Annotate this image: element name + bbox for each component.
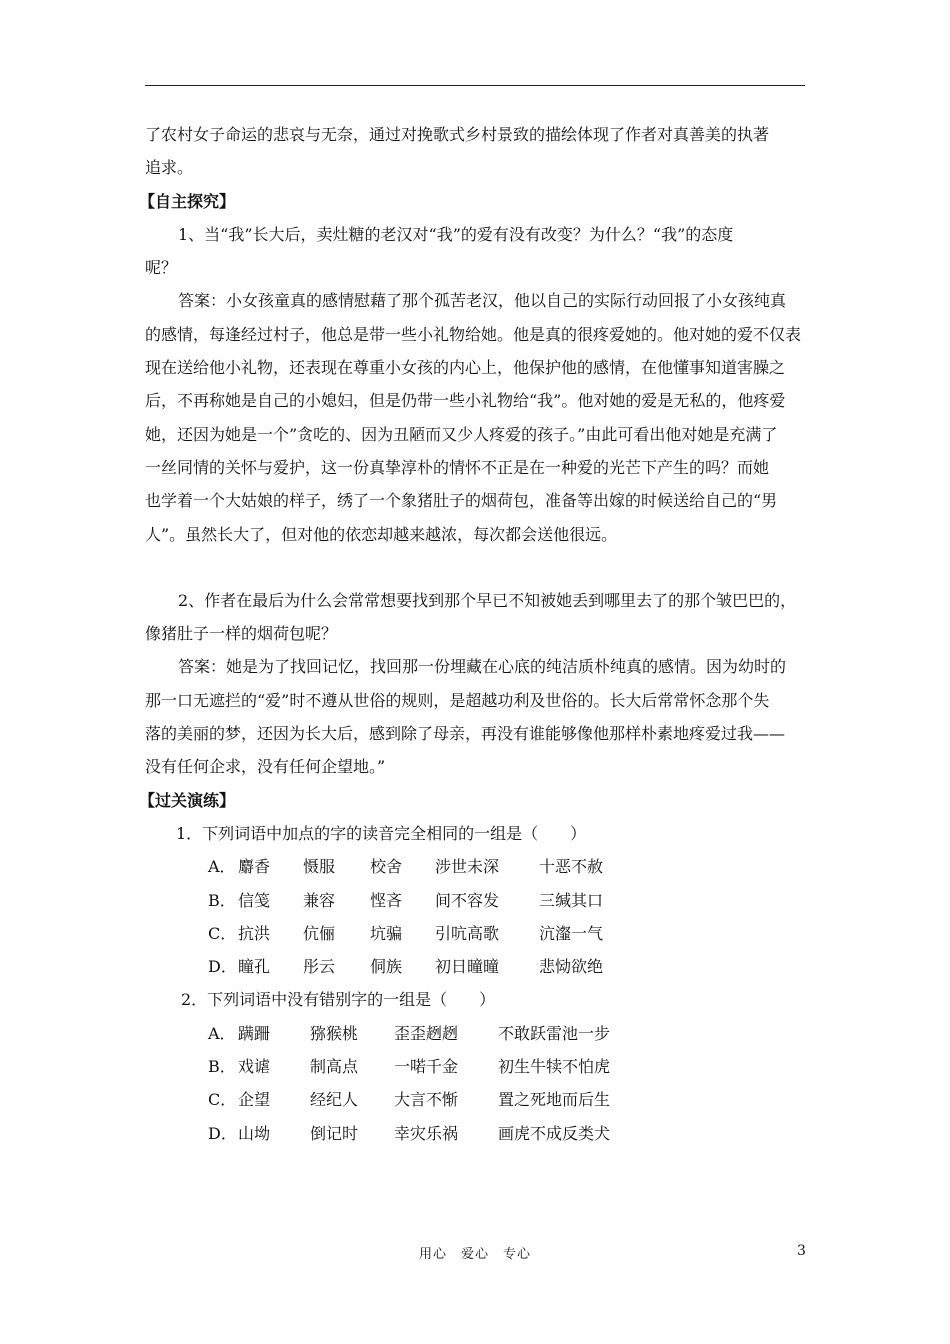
page-footer bbox=[0, 1243, 950, 1263]
exercise-1-option-a bbox=[208, 850, 807, 883]
exercise-1-option-c bbox=[208, 917, 807, 950]
option-word: 慑服 bbox=[303, 857, 336, 877]
exercise-1-stem: 1．下列词语中加点的字的读音完全相同的一组是（ ） bbox=[176, 823, 587, 843]
answer-2-line: 答案：她是为了找回记忆，找回那一份埋藏在心底的纯洁质朴纯真的感情。因为幼时的 bbox=[178, 657, 787, 677]
option-letter: D． bbox=[208, 1123, 237, 1143]
option-word: 企望 bbox=[238, 1090, 271, 1110]
option-word: 彤云 bbox=[303, 957, 336, 977]
option-word: 抗洪 bbox=[238, 923, 271, 943]
exercise-2-option-d bbox=[208, 1117, 807, 1150]
answer-1-line: 人”。虽然长大了，但对他的依恋却越来越浓，每次都会送他很远。 bbox=[145, 524, 618, 544]
exercise-1-option-b bbox=[208, 884, 807, 917]
answer-1-line: 也学着一个大姑娘的样子，绣了一个象猪肚子的烟荷包，准备等出嫁的时候送给自己的“男 bbox=[145, 491, 778, 511]
option-word: 幸灾乐祸 bbox=[394, 1123, 459, 1143]
option-word: 猕猴桃 bbox=[310, 1023, 359, 1043]
option-word: 大言不惭 bbox=[394, 1090, 459, 1110]
exercise-1-option-d bbox=[208, 950, 807, 983]
question-1-text: 呢？ bbox=[145, 258, 178, 278]
option-word: 制高点 bbox=[310, 1057, 359, 1077]
option-word: 麝香 bbox=[238, 857, 271, 877]
page-number: 3 bbox=[797, 1243, 806, 1259]
option-word: 画虎不成反类犬 bbox=[498, 1123, 611, 1143]
answer-2-line: 没有任何企求，没有任何企望地。” bbox=[145, 757, 386, 777]
option-word: 侗族 bbox=[370, 957, 403, 977]
option-word: 瞳孔 bbox=[238, 957, 271, 977]
blank-line bbox=[145, 551, 807, 584]
question-2-text: 像猪肚子一样的烟荷包呢？ bbox=[145, 624, 338, 644]
exercise-2-option-b bbox=[208, 1050, 807, 1083]
option-letter: A． bbox=[208, 857, 236, 877]
option-word: 戏谑 bbox=[238, 1057, 271, 1077]
option-letter: C． bbox=[208, 1090, 237, 1110]
option-word: 涉世未深 bbox=[435, 857, 500, 877]
option-word: 沆瀣一气 bbox=[539, 923, 604, 943]
answer-1-line: 答案：小女孩童真的感情慰藉了那个孤苦老汉，他以自己的实际行动回报了小女孩纯真 bbox=[178, 291, 787, 311]
option-letter: D． bbox=[208, 957, 237, 977]
option-word: 不敢跃雷池一步 bbox=[498, 1023, 611, 1043]
exercise-2-option-c bbox=[208, 1083, 807, 1116]
option-letter: B． bbox=[208, 1057, 236, 1077]
option-word: 蹒跚 bbox=[238, 1023, 271, 1043]
answer-2-line: 落的美丽的梦，还因为长大后，感到除了母亲，再没有谁能够像他那样朴素地疼爱过我—— bbox=[145, 724, 786, 744]
option-word: 置之死地而后生 bbox=[498, 1090, 611, 1110]
option-word: 十恶不赦 bbox=[539, 857, 604, 877]
answer-1-line: 的感情，每逢经过村子，他总是带一些小礼物给她。他是真的很疼爱她的。他对她的爱不仅表 bbox=[145, 324, 802, 344]
option-word: 山坳 bbox=[238, 1123, 271, 1143]
intro-line: 了农村女子命运的悲哀与无奈，通过对挽歌式乡村景致的描绘体现了作者对真善美的执著 bbox=[145, 125, 770, 144]
option-word: 伉俪 bbox=[303, 923, 336, 943]
document-body bbox=[139, 118, 807, 1150]
exercise-2-stem: 2．下列词语中没有错别字的一组是（ ） bbox=[181, 990, 496, 1010]
option-word: 悭吝 bbox=[370, 890, 403, 910]
answer-1-line: 她，还因为她是一个”贪吃的、因为丑陋而又少人疼爱的孩子。”由此可看出他对她是充满了 bbox=[145, 424, 778, 444]
header-rule bbox=[145, 85, 805, 86]
option-letter: A． bbox=[208, 1023, 236, 1043]
question-1-text: 1、当“我”长大后，卖灶糖的老汉对“我”的爱有没有改变？为什么？“我”的态度 bbox=[178, 224, 734, 244]
answer-1-line: 一丝同情的关怀与爱护，这一份真挚淳朴的情怀不正是在一种爱的光芒下产生的吗？而她 bbox=[145, 457, 770, 477]
option-letter: B． bbox=[208, 890, 236, 910]
answer-2-line: 那一口无遮拦的“爱”时不遵从世俗的规则，是超越功利及世俗的。长大后常常怀念那个失 bbox=[145, 690, 770, 710]
option-word: 歪歪趔趔 bbox=[394, 1023, 459, 1043]
option-word: 一喏千金 bbox=[394, 1057, 459, 1077]
option-word: 初生牛犊不怕虎 bbox=[498, 1057, 611, 1077]
option-word: 悲恸欲绝 bbox=[539, 957, 604, 977]
exercise-2-option-a bbox=[208, 1017, 807, 1050]
option-word: 初日曈曈 bbox=[435, 957, 500, 977]
option-word: 引吭高歌 bbox=[435, 923, 500, 943]
footer-motto: 用心 爱心 专心 bbox=[418, 1247, 531, 1262]
option-word: 信笺 bbox=[238, 890, 271, 910]
answer-1-line: 后，不再称她是自己的小媳妇，但是仍带一些小礼物给“我”。他对她的爱是无私的，他疼爱 bbox=[145, 391, 786, 411]
answer-1-line: 现在送给他小礼物，还表现在尊重小女孩的内心上，他保护他的感情，在他懂事知道害臊之 bbox=[145, 358, 786, 378]
option-word: 兼容 bbox=[303, 890, 336, 910]
intro-line: 追求。 bbox=[145, 158, 194, 178]
section-heading-practice: 【过关演练】 bbox=[139, 790, 236, 810]
option-word: 倒记时 bbox=[310, 1123, 359, 1143]
section-heading-self-study: 【自主探究】 bbox=[139, 191, 236, 211]
option-word: 间不容发 bbox=[435, 890, 500, 910]
option-word: 三缄其口 bbox=[539, 890, 604, 910]
option-word: 校舍 bbox=[370, 857, 403, 877]
option-word: 经纪人 bbox=[310, 1090, 359, 1110]
option-letter: C． bbox=[208, 923, 237, 943]
question-2-text: 2、作者在最后为什么会常常想要找到那个早已不知被她丢到哪里去了的那个皱巴巴的， bbox=[178, 590, 797, 610]
option-word: 坑骗 bbox=[370, 923, 403, 943]
